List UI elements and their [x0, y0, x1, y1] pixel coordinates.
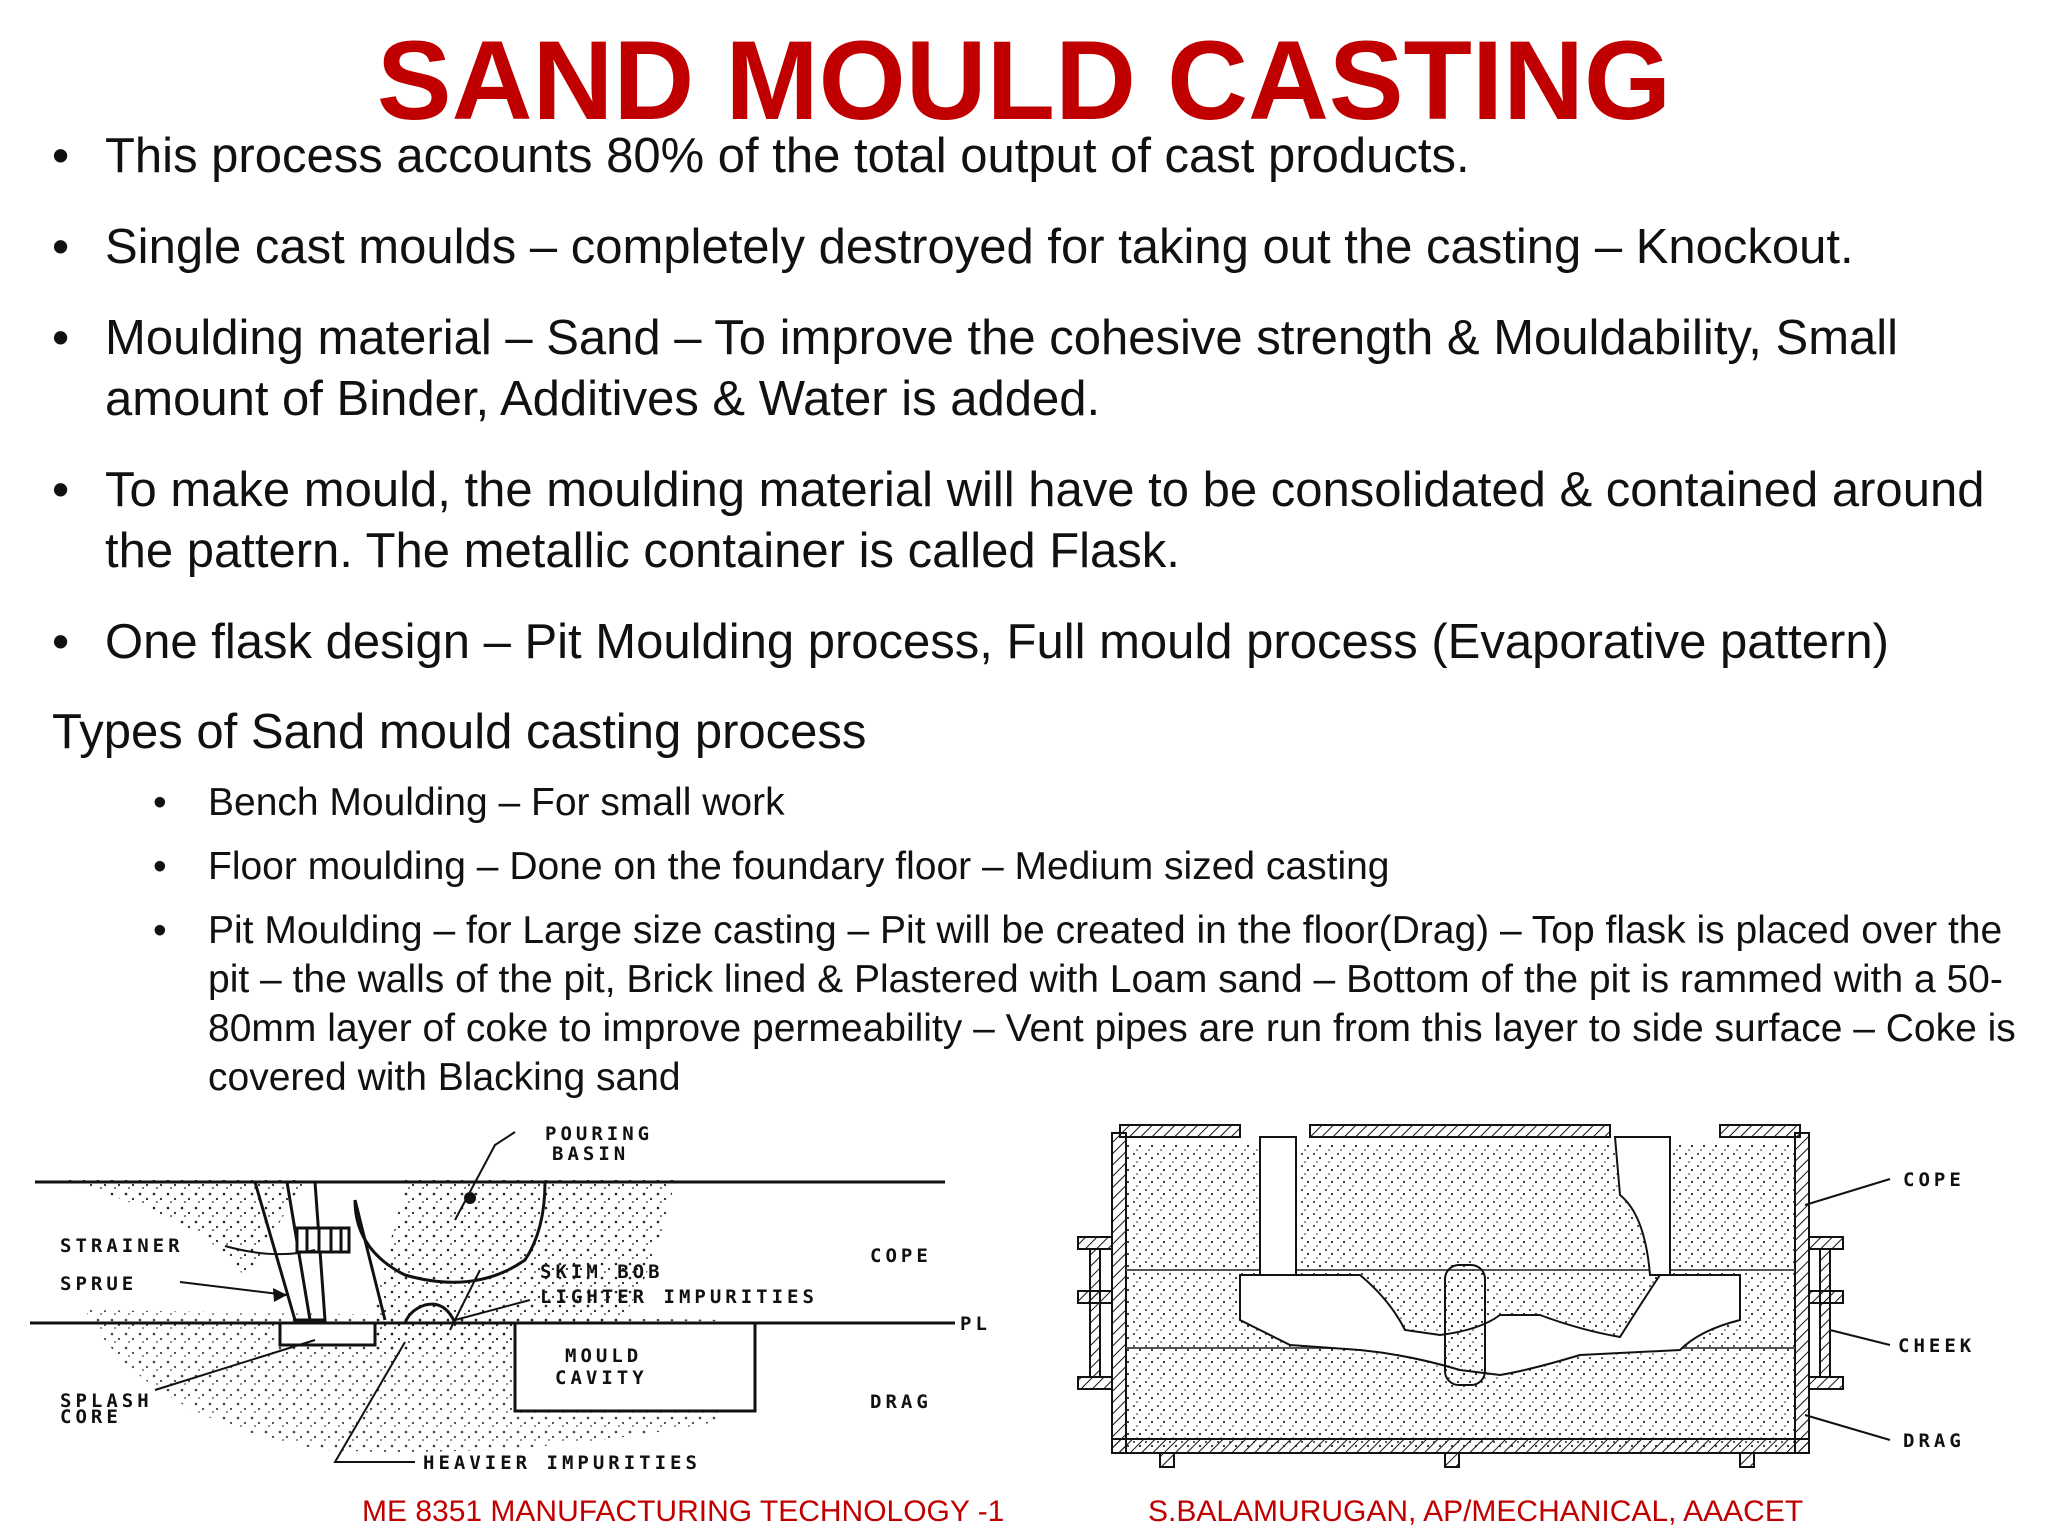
bullet-item: • One flask design – Pit Moulding process, Full mould process (Evaporative pattern) [52, 612, 2042, 673]
splash-core-label: CORE [60, 1406, 122, 1428]
mould-cavity-label: MOULD [565, 1345, 643, 1367]
strainer-label: STRAINER [60, 1235, 184, 1257]
type-item: • Floor moulding – Done on the foundary floor – Medium sized casting [153, 842, 2033, 891]
bullet-item: • Single cast moulds – completely destroyed for taking out the casting – Knockout. [52, 217, 2042, 278]
slide-title: SAND MOULD CASTING [376, 18, 1672, 143]
types-heading: Types of Sand mould casting process [52, 705, 867, 759]
bullet-item: • This process accounts 80% of the total output of cast products. [52, 126, 2042, 187]
heavier-impurities-label: HEAVIER IMPURITIES [423, 1452, 701, 1474]
skim-bob-label: SKIM BOB [540, 1261, 664, 1283]
cheek-label: CHEEK [1898, 1335, 1976, 1357]
bullet-item: • Moulding material – Sand – To improve the cohesive strength & Mouldability, Small amount of Binder, Additives & Water is added. [52, 308, 2042, 430]
gating-system-diagram [25, 1120, 1015, 1490]
footer-author: S.BALAMURUGAN, AP/MECHANICAL, AAACET [1148, 1495, 1804, 1528]
footer-course: ME 8351 MANUFACTURING TECHNOLOGY -1 [362, 1495, 1005, 1528]
pouring-basin-label: BASIN [552, 1143, 630, 1165]
main-bullet-list [52, 126, 2042, 703]
drag-label: DRAG [870, 1391, 932, 1413]
splash-core-label: SPLASH [60, 1390, 153, 1412]
bullet-item: • To make mould, the moulding material will have to be consolidated & contained around the pattern. The metallic container is called Flask. [52, 460, 2042, 582]
cope-label: COPE [870, 1245, 932, 1267]
sprue-label: SPRUE [60, 1273, 138, 1295]
parting-line-label: PL [960, 1313, 991, 1335]
type-item: • Bench Moulding – For small work [153, 778, 2033, 827]
pouring-basin-label: POURING [545, 1123, 654, 1145]
flask-diagram [1060, 1115, 2020, 1485]
drag-label: DRAG [1903, 1430, 1965, 1452]
mould-cavity-label: CAVITY [555, 1367, 648, 1389]
lighter-impurities-label: LIGHTER IMPURITIES [540, 1286, 818, 1308]
type-item: • Pit Moulding – for Large size casting – Pit will be created in the floor(Drag) – Top flask is placed over the pit – the walls of the pit, Brick lined & Plastered with Loam sand – Bottom of the pit is rammed with a 50-80mm layer of coke to improve permeability – Vent pipes are run from this layer to side surface – Coke is covered with Blacking sand [153, 906, 2033, 1102]
cope-label: COPE [1903, 1169, 1965, 1191]
types-bullet-list [153, 778, 2033, 1117]
